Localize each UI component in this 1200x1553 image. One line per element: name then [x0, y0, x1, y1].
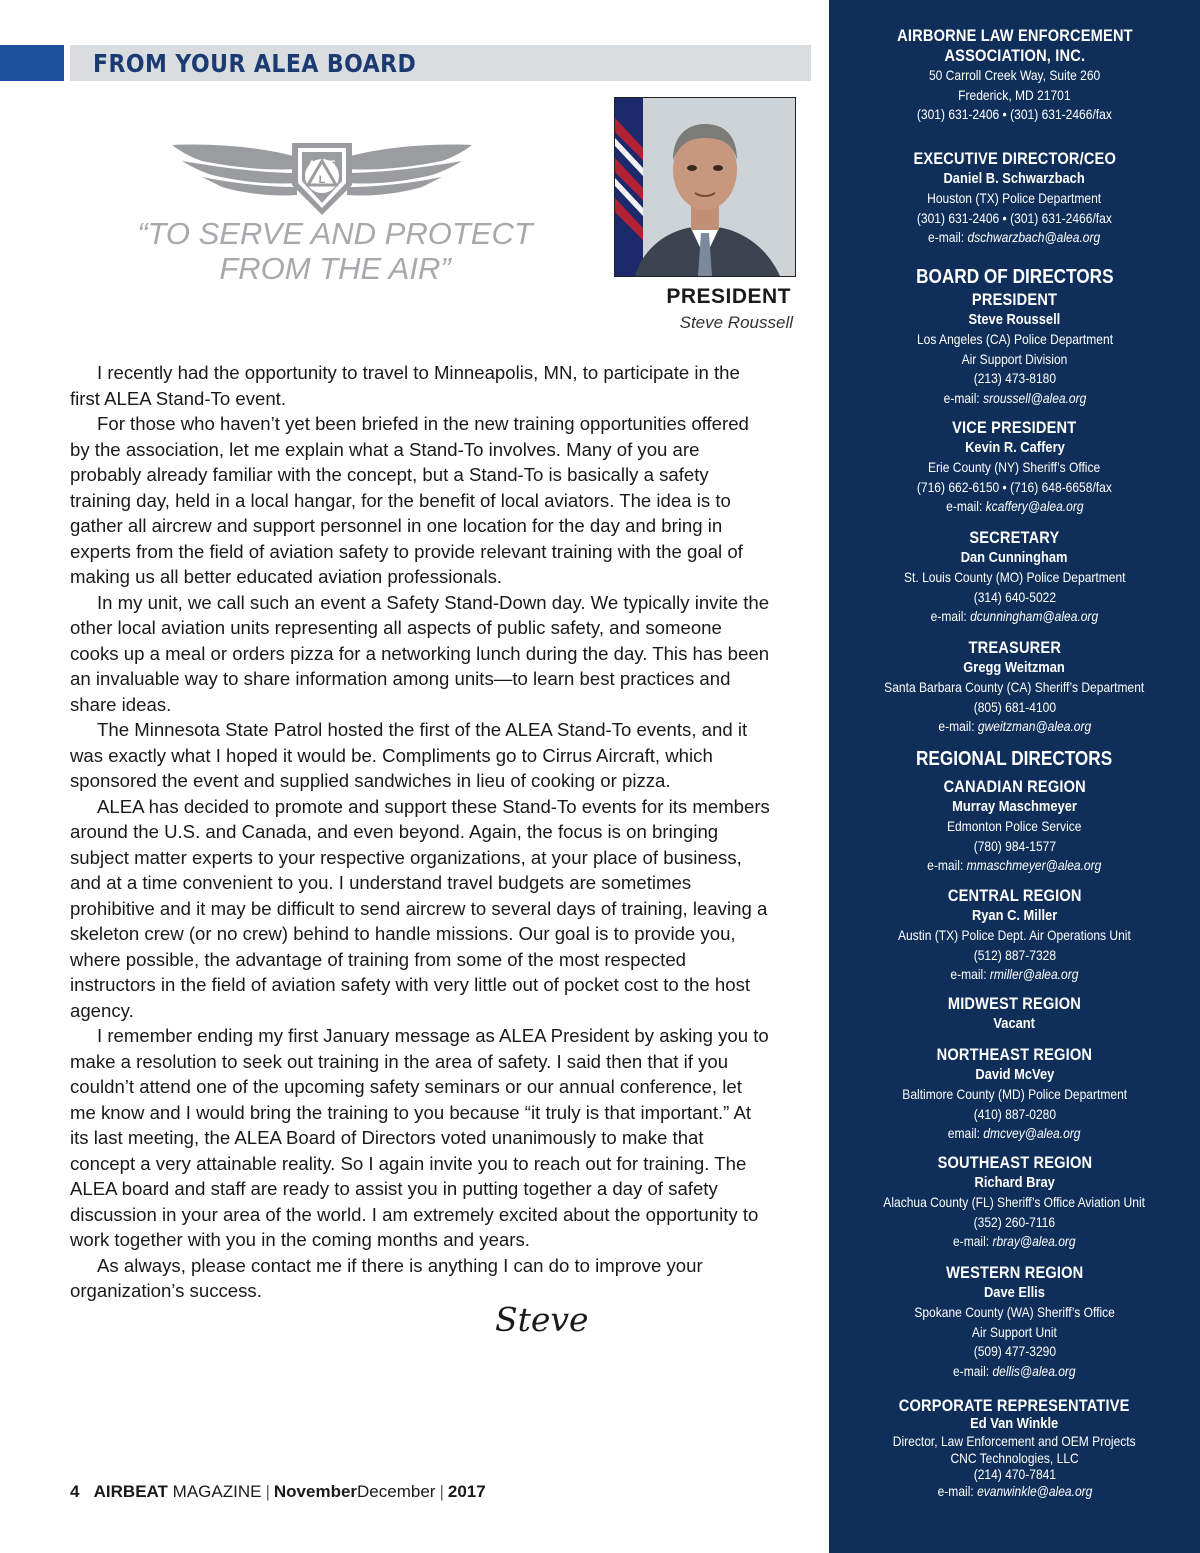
motto-line-2: FROM THE AIR” — [219, 251, 451, 286]
person-name: Vacant — [993, 1015, 1036, 1032]
phone-line: (780) 984-1577 — [973, 837, 1056, 854]
email-link[interactable]: gweitzman@alea.org — [977, 718, 1091, 734]
role-label: TREASURER — [968, 638, 1061, 657]
paragraph: As always, please contact me if there is anything I can do to improve your organization’s success. — [70, 1254, 703, 1301]
phone-line: (410) 887-0280 — [973, 1105, 1056, 1122]
president-name: Steve Roussell — [679, 313, 793, 332]
email-label: e-mail: — [927, 857, 964, 873]
role-label: CENTRAL REGION — [947, 886, 1082, 905]
central-block — [829, 886, 1200, 985]
paragraph: In my unit, we call such an event a Safety Stand-Down day. We typically invite the other local aviation units representing all aspects of public safety, and someone cooks up a meal or orders pizza for a networking lunch during the day. This has been an invaluable way to share information among units—to learn best practices and share ideas. — [70, 591, 770, 715]
paragraph: ALEA has decided to promote and support these Stand-To events for its members around the U.S. and Canada, and even beyond. Again, the focus is on bringing subject matter experts to your respective organizations, at your place of business, and at a time convenient to you. I understand travel budgets are sometimes prohibitive and it may be difficult to send aircrew to several days of training, leaving a skeleton crew (or no crew) behind to handle missions. Our goal is to provide you, where possible, the advantage of training from some of the most respected instructors in the field of aviation safety with very little out of pocket cost to the host agency. — [70, 795, 770, 1021]
paragraph: I remember ending my first January message as ALEA President by asking you to make a resolution to seek out training in the area of safety. I said then that if you couldn’t attend one of the upcoming safety seminars or our annual conference, let me know and I would bring the training to you because “it truly is that important.” At its last meeting, the ALEA Board of Directors voted unanimously to make that concept a very attainable reality. So I again invite you to reach out for training. The ALEA board and staff are ready to assist you in putting together a day of safety discussion in your area of the world. I am extremely excited about the opportunity to work together with you in the coming months and years. — [70, 1025, 769, 1250]
email-link[interactable]: sroussell@alea.org — [982, 389, 1086, 406]
person-name: Steve Roussell — [968, 311, 1061, 328]
phone-line: (805) 681-4100 — [973, 698, 1056, 715]
header-accent-bar — [0, 45, 64, 81]
treasurer-block — [829, 638, 1200, 737]
paragraph: The Minnesota State Patrol hosted the first of the ALEA Stand-To events, and it was exactly what I hoped it would be. Compliments go to Cirrus Aircraft, which sponsored the event and supplied sandwiches in lieu of cooking or pizza. — [70, 719, 748, 791]
dept-line: CNC Technologies, LLC — [950, 1449, 1079, 1466]
page-number: 4 — [70, 1482, 80, 1501]
email-link[interactable]: rmiller@alea.org — [989, 966, 1079, 982]
exec-title: EXECUTIVE DIRECTOR/CEO — [913, 149, 1116, 168]
motto — [120, 216, 550, 286]
footer-month-2: December — [357, 1482, 436, 1501]
email-link[interactable]: mmaschmeyer@alea.org — [966, 857, 1102, 873]
board-heading — [829, 265, 1200, 289]
dept-line: Alachua County (FL) Sheriff’s Office Aviation Unit — [883, 1194, 1146, 1210]
board-title: BOARD OF DIRECTORS — [915, 266, 1114, 288]
president-role: PRESIDENT — [666, 285, 791, 308]
org-name-2: ASSOCIATION, INC. — [944, 46, 1085, 65]
western-block — [829, 1263, 1200, 1381]
person-name: Dan Cunningham — [961, 549, 1068, 566]
exec-email[interactable]: dschwarzbach@alea.org — [967, 229, 1101, 245]
paragraph: For those who haven’t yet been briefed in the new training opportunities offered by the association, let me explain what a Stand-To involves. Many of you are probably already familiar with the concept, but a Stand-To is basically a safety training day, held in a local hangar, for the benefit of local aviators. The idea is to gather all aircrew and support personnel in one location for the day and bring in experts from the field of aviation safety to provide relevant training with the goal of making us all better educated aviation professionals. — [70, 413, 749, 587]
email-link[interactable]: dcunningham@alea.org — [970, 608, 1099, 624]
regional-title: REGIONAL DIRECTORS — [916, 748, 1113, 770]
paragraph: I recently had the opportunity to travel to Minneapolis, MN, to participate in the first ALEA Stand-To event. — [70, 362, 740, 409]
email-label: e-mail: — [945, 498, 982, 514]
org-name-1: AIRBORNE LAW ENFORCEMENT — [896, 26, 1133, 45]
person-name: Kevin R. Caffery — [964, 439, 1065, 456]
email-link[interactable]: rbray@alea.org — [992, 1233, 1076, 1249]
sidebar-contacts — [829, 0, 1200, 1553]
corporate-block — [829, 1397, 1200, 1499]
exec-name: Daniel B. Schwarzbach — [943, 170, 1086, 187]
person-name: David McVey — [975, 1066, 1054, 1083]
phone-line: (509) 477-3290 — [973, 1343, 1056, 1359]
logo-letter-l: L — [318, 174, 326, 186]
dept-line: Air Support Unit — [971, 1323, 1057, 1340]
role-label: PRESIDENT — [971, 290, 1058, 309]
person-name: Gregg Weitzman — [963, 659, 1066, 676]
phone-line: (214) 470-7841 — [973, 1466, 1056, 1482]
email-label: e-mail: — [953, 1362, 990, 1379]
email-label: email: — [948, 1125, 981, 1141]
email-label: e-mail: — [938, 718, 975, 734]
dept-line: Air Support Division — [961, 350, 1068, 367]
northeast-block — [829, 1045, 1200, 1144]
president-photo — [614, 97, 796, 277]
phone-line: (716) 662-6150 • (716) 648-6658/fax — [916, 478, 1112, 495]
email-label: e-mail: — [930, 608, 967, 624]
email-link[interactable]: kcaffery@alea.org — [985, 498, 1084, 514]
footer-year: 2017 — [447, 1482, 486, 1501]
footer-month-1: November — [273, 1482, 358, 1501]
dept-line: Los Angeles (CA) Police Department — [916, 331, 1113, 347]
dept-line: Erie County (NY) Sheriff’s Office — [928, 459, 1101, 475]
person-name: Dave Ellis — [984, 1284, 1045, 1301]
signature: Steve — [495, 1300, 589, 1339]
dept-line: Baltimore County (MD) Police Department — [902, 1086, 1127, 1102]
person-name: Ed Van Winkle — [970, 1415, 1059, 1432]
phone-line: (512) 887-7328 — [973, 946, 1056, 963]
canadian-block — [829, 777, 1200, 876]
role-label: MIDWEST REGION — [947, 994, 1082, 1013]
secretary-block — [829, 528, 1200, 627]
email-label: e-mail: — [937, 1482, 974, 1499]
org-block — [829, 26, 1200, 125]
org-address-1: 50 Carroll Creek Way, Suite 260 — [928, 67, 1101, 83]
alea-wings-logo — [172, 135, 472, 215]
exec-dept: Houston (TX) Police Department — [927, 190, 1102, 206]
footer-magazine: MAGAZINE — [172, 1482, 262, 1501]
role-label: SECRETARY — [969, 528, 1060, 547]
page-title: FROM YOUR ALEA BOARD — [93, 49, 417, 78]
role-label: SOUTHEAST REGION — [937, 1153, 1092, 1172]
dept-line: St. Louis County (MO) Police Department — [903, 569, 1126, 585]
phone-line: (352) 260-7116 — [973, 1213, 1056, 1230]
dept-line: Director, Law Enforcement and OEM Projects — [893, 1433, 1136, 1449]
person-name: Richard Bray — [974, 1174, 1055, 1191]
role-label: VICE PRESIDENT — [952, 418, 1077, 437]
email-link[interactable]: dellis@alea.org — [992, 1362, 1076, 1379]
southeast-block — [829, 1153, 1200, 1252]
dept-line: Spokane County (WA) Sheriff’s Office — [914, 1304, 1115, 1320]
phone-line: (213) 473-8180 — [973, 370, 1056, 386]
phone-line: (314) 640-5022 — [973, 588, 1056, 605]
role-label: NORTHEAST REGION — [936, 1045, 1093, 1064]
president-block — [829, 290, 1200, 408]
motto-line-1: “TO SERVE AND PROTECT — [137, 216, 533, 251]
footer-brand: AIRBEAT — [93, 1482, 168, 1501]
org-phone: (301) 631-2406 • (301) 631-2466/fax — [916, 106, 1112, 122]
email-label: e-mail: — [953, 1233, 990, 1249]
person-name: Murray Maschmeyer — [952, 798, 1077, 815]
letter-body — [70, 360, 770, 1304]
org-address-2: Frederick, MD 21701 — [958, 86, 1071, 103]
email-label: e-mail: — [950, 966, 987, 982]
dept-line: Santa Barbara County (CA) Sheriff’s Department — [884, 679, 1145, 695]
role-label: WESTERN REGION — [945, 1263, 1084, 1282]
email-link[interactable]: evanwinkle@alea.org — [976, 1482, 1092, 1499]
email-label: e-mail: — [943, 389, 980, 406]
vp-block — [829, 418, 1200, 517]
dept-line: Austin (TX) Police Dept. Air Operations Unit — [898, 927, 1131, 943]
role-label: CANADIAN REGION — [943, 777, 1086, 796]
midwest-block — [829, 994, 1200, 1034]
role-label: CORPORATE REPRESENTATIVE — [899, 1396, 1130, 1415]
logo-letter-e: E — [328, 159, 336, 171]
dept-line: Edmonton Police Service — [947, 818, 1082, 834]
exec-email-label: e-mail: — [928, 229, 965, 245]
logo-letter-a: A — [308, 159, 316, 171]
regional-heading — [829, 747, 1200, 771]
page-footer: 4 AIRBEAT MAGAZINE | NovemberDecember | 2017 — [70, 1482, 486, 1501]
exec-block — [829, 149, 1200, 248]
email-link[interactable]: dmcvey@alea.org — [983, 1125, 1081, 1141]
exec-phone: (301) 631-2406 • (301) 631-2466/fax — [916, 209, 1112, 226]
person-name: Ryan C. Miller — [971, 907, 1058, 924]
